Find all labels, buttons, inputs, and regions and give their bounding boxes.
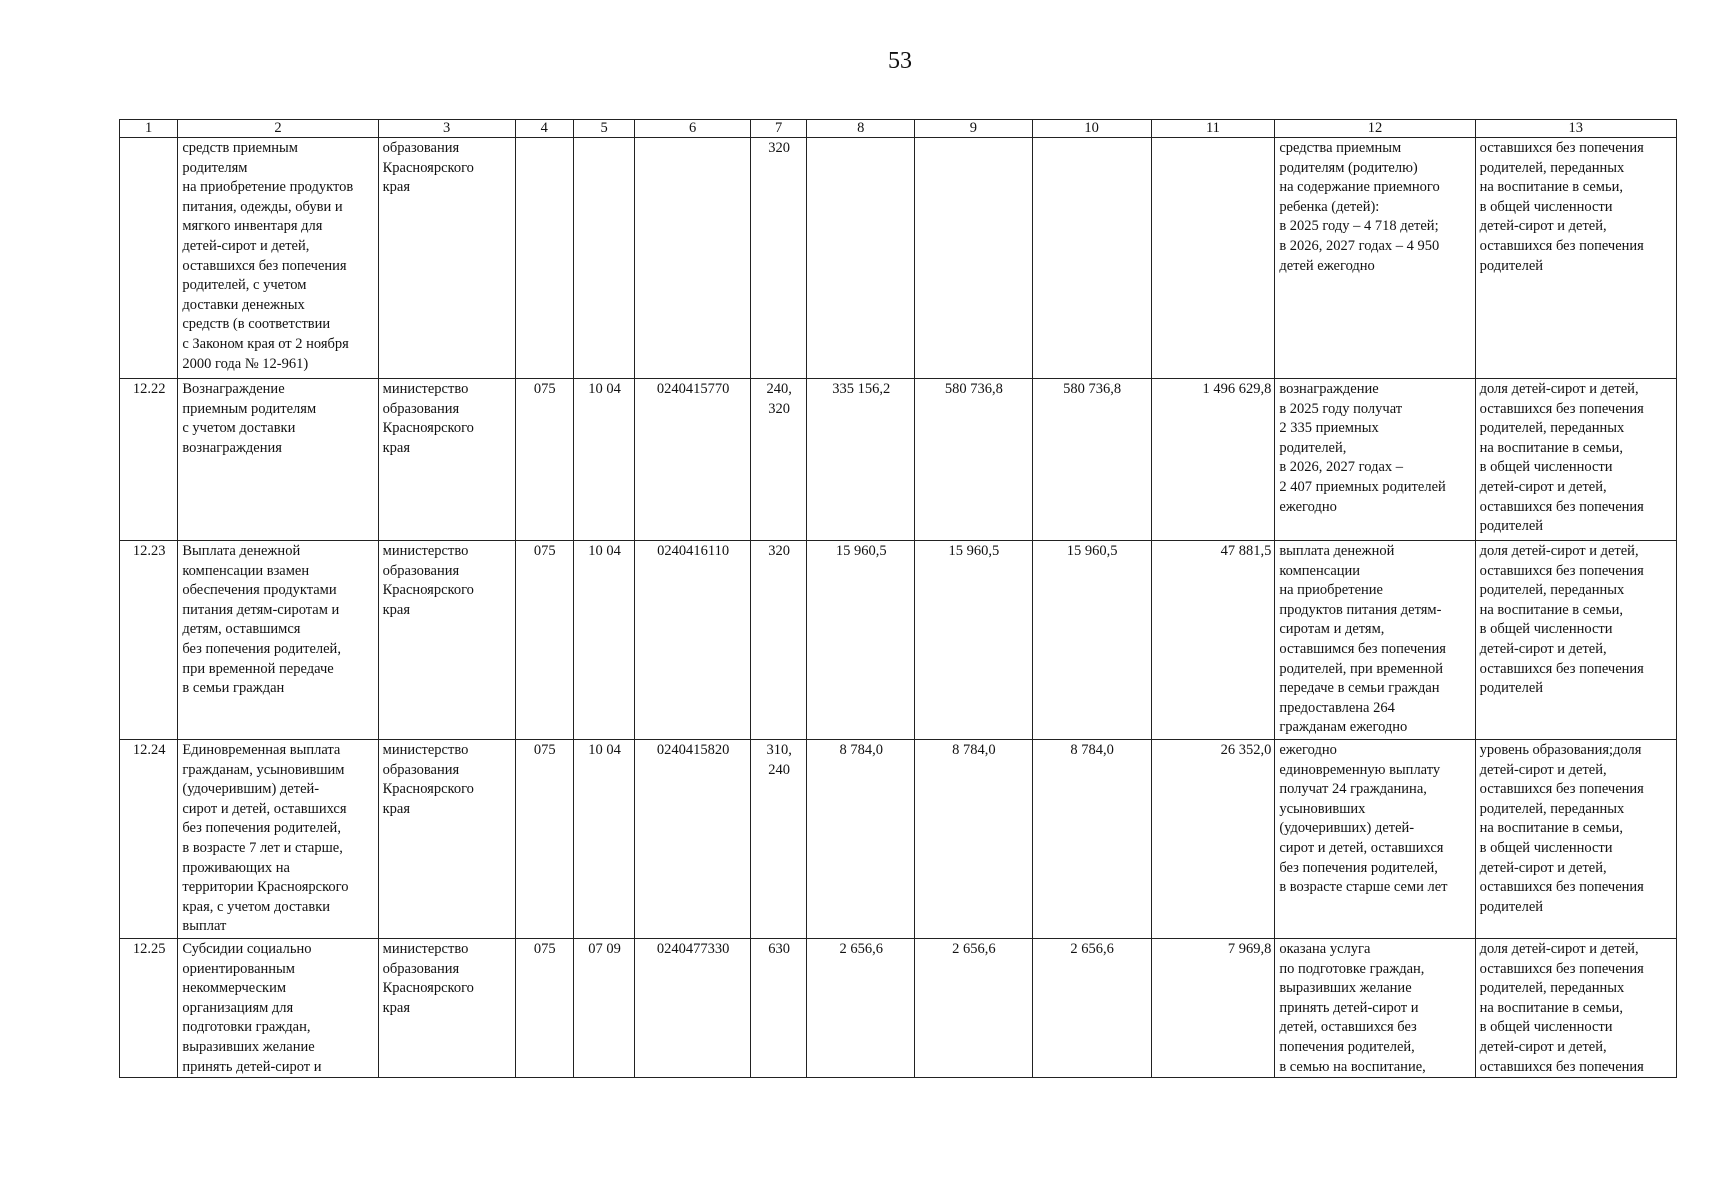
cell-section	[573, 138, 634, 379]
cell-executor: министерство образования Красноярского края	[378, 541, 515, 740]
column-header: 3	[378, 120, 515, 138]
cell-target-article: 0240415770	[635, 379, 751, 541]
cell-amount-2027: 15 960,5	[1032, 541, 1151, 740]
table-row	[120, 939, 1677, 1078]
cell-executor: министерство образования Красноярского края	[378, 379, 515, 541]
column-header: 1	[120, 120, 178, 138]
cell-indicator: доля детей-сирот и детей, оставшихся без попечения родителей, переданных на воспитание в семьи, в общей численности детей-сирот и детей, оставшихся без попечения	[1475, 939, 1676, 1078]
cell-amount-2026: 15 960,5	[915, 541, 1033, 740]
cell-expense-type: 320	[751, 541, 807, 740]
cell-amount-2025: 15 960,5	[807, 541, 915, 740]
table-row	[120, 541, 1677, 740]
column-header: 4	[515, 120, 573, 138]
table-row	[120, 740, 1677, 939]
cell-activity-name: Выплата денежной компенсации взамен обеспечения продуктами питания детям-сиротам и детям, оставшимся без попечения родителей, при временной передаче в семьи граждан	[178, 541, 378, 740]
column-header: 13	[1475, 120, 1676, 138]
column-header: 12	[1275, 120, 1475, 138]
cell-amount-2027	[1032, 138, 1151, 379]
cell-number: 12.25	[120, 939, 178, 1078]
cell-amount-2027: 2 656,6	[1032, 939, 1151, 1078]
column-header: 11	[1151, 120, 1275, 138]
cell-number: 12.22	[120, 379, 178, 541]
cell-expected-result: выплата денежной компенсации на приобретение продуктов питания детям- сиротам и детям, оставшимся без попечения родителей, при временной передаче в семьи граждан предоставлена 264 гражданам ежегодно	[1275, 541, 1475, 740]
cell-expected-result: средства приемным родителям (родителю) на содержание приемного ребенка (детей): в 2025 году – 4 718 детей; в 2026, 2027 годах – 4 950 детей ежегодно	[1275, 138, 1475, 379]
cell-expected-result: вознаграждение в 2025 году получат 2 335 приемных родителей, в 2026, 2027 годах – 2 407 приемных родителей ежегодно	[1275, 379, 1475, 541]
cell-amount-total: 1 496 629,8	[1151, 379, 1275, 541]
cell-amount-2025	[807, 138, 915, 379]
program-activities-table	[119, 119, 1677, 1078]
cell-expense-type: 240, 320	[751, 379, 807, 541]
cell-amount-2026: 580 736,8	[915, 379, 1033, 541]
table-row	[120, 379, 1677, 541]
cell-indicator: доля детей-сирот и детей, оставшихся без попечения родителей, переданных на воспитание в семьи, в общей численности детей-сирот и детей, оставшихся без попечения родителей	[1475, 541, 1676, 740]
cell-target-article: 0240477330	[635, 939, 751, 1078]
cell-amount-2026: 8 784,0	[915, 740, 1033, 939]
cell-indicator: оставшихся без попечения родителей, переданных на воспитание в семьи, в общей численности детей-сирот и детей, оставшихся без попечения родителей	[1475, 138, 1676, 379]
cell-grbs: 075	[515, 939, 573, 1078]
column-header: 8	[807, 120, 915, 138]
cell-amount-total: 26 352,0	[1151, 740, 1275, 939]
cell-expected-result: оказана услуга по подготовке граждан, выразивших желание принять детей-сирот и детей, оставшихся без попечения родителей, в семью на воспитание,	[1275, 939, 1475, 1078]
cell-grbs: 075	[515, 740, 573, 939]
cell-executor: министерство образования Красноярского края	[378, 939, 515, 1078]
column-number-row	[120, 120, 1677, 138]
cell-amount-2026	[915, 138, 1033, 379]
cell-expense-type: 630	[751, 939, 807, 1078]
cell-executor: министерство образования Красноярского края	[378, 740, 515, 939]
cell-section: 10 04	[573, 740, 634, 939]
cell-amount-2025: 2 656,6	[807, 939, 915, 1078]
cell-activity-name: Единовременная выплата гражданам, усыновившим (удочерившим) детей- сирот и детей, оставшихся без попечения родителей, в возрасте 7 лет и старше, проживающих на территории Красноярского края, с учетом доставки выплат	[178, 740, 378, 939]
cell-indicator: доля детей-сирот и детей, оставшихся без попечения родителей, переданных на воспитание в семьи, в общей численности детей-сирот и детей, оставшихся без попечения родителей	[1475, 379, 1676, 541]
page-number: 53	[888, 48, 912, 74]
cell-target-article: 0240415820	[635, 740, 751, 939]
cell-number: 12.23	[120, 541, 178, 740]
column-header: 6	[635, 120, 751, 138]
cell-amount-2026: 2 656,6	[915, 939, 1033, 1078]
cell-number	[120, 138, 178, 379]
cell-amount-2027: 8 784,0	[1032, 740, 1151, 939]
cell-amount-2025: 335 156,2	[807, 379, 915, 541]
cell-activity-name: Вознаграждение приемным родителям с учетом доставки вознаграждения	[178, 379, 378, 541]
cell-grbs: 075	[515, 379, 573, 541]
column-header: 5	[573, 120, 634, 138]
cell-number: 12.24	[120, 740, 178, 939]
cell-section: 10 04	[573, 379, 634, 541]
cell-grbs	[515, 138, 573, 379]
cell-executor: образования Красноярского края	[378, 138, 515, 379]
cell-expense-type: 310, 240	[751, 740, 807, 939]
cell-target-article: 0240416110	[635, 541, 751, 740]
cell-amount-total: 7 969,8	[1151, 939, 1275, 1078]
cell-activity-name: Субсидии социально ориентированным некоммерческим организациям для подготовки граждан, выразивших желание принять детей-сирот и	[178, 939, 378, 1078]
column-header: 10	[1032, 120, 1151, 138]
cell-amount-2025: 8 784,0	[807, 740, 915, 939]
cell-target-article	[635, 138, 751, 379]
cell-grbs: 075	[515, 541, 573, 740]
cell-amount-total	[1151, 138, 1275, 379]
column-header: 7	[751, 120, 807, 138]
cell-indicator: уровень образования;доля детей-сирот и детей, оставшихся без попечения родителей, переданных на воспитание в семьи, в общей численности детей-сирот и детей, оставшихся без попечения родителей	[1475, 740, 1676, 939]
cell-amount-total: 47 881,5	[1151, 541, 1275, 740]
cell-amount-2027: 580 736,8	[1032, 379, 1151, 541]
cell-section: 10 04	[573, 541, 634, 740]
cell-expense-type: 320	[751, 138, 807, 379]
cell-section: 07 09	[573, 939, 634, 1078]
column-header: 2	[178, 120, 378, 138]
cell-expected-result: ежегодно единовременную выплату получат 24 гражданина, усыновивших (удочеривших) детей- сирот и детей, оставшихся без попечения родителей, в возрасте старше семи лет	[1275, 740, 1475, 939]
column-header: 9	[915, 120, 1033, 138]
table-row	[120, 138, 1677, 379]
cell-activity-name: средств приемным родителям на приобретение продуктов питания, одежды, обуви и мягкого инвентаря для детей-сирот и детей, оставшихся без попечения родителей, с учетом доставки денежных средств (в соответствии с Законом края от 2 ноября 2000 года № 12-961)	[178, 138, 378, 379]
